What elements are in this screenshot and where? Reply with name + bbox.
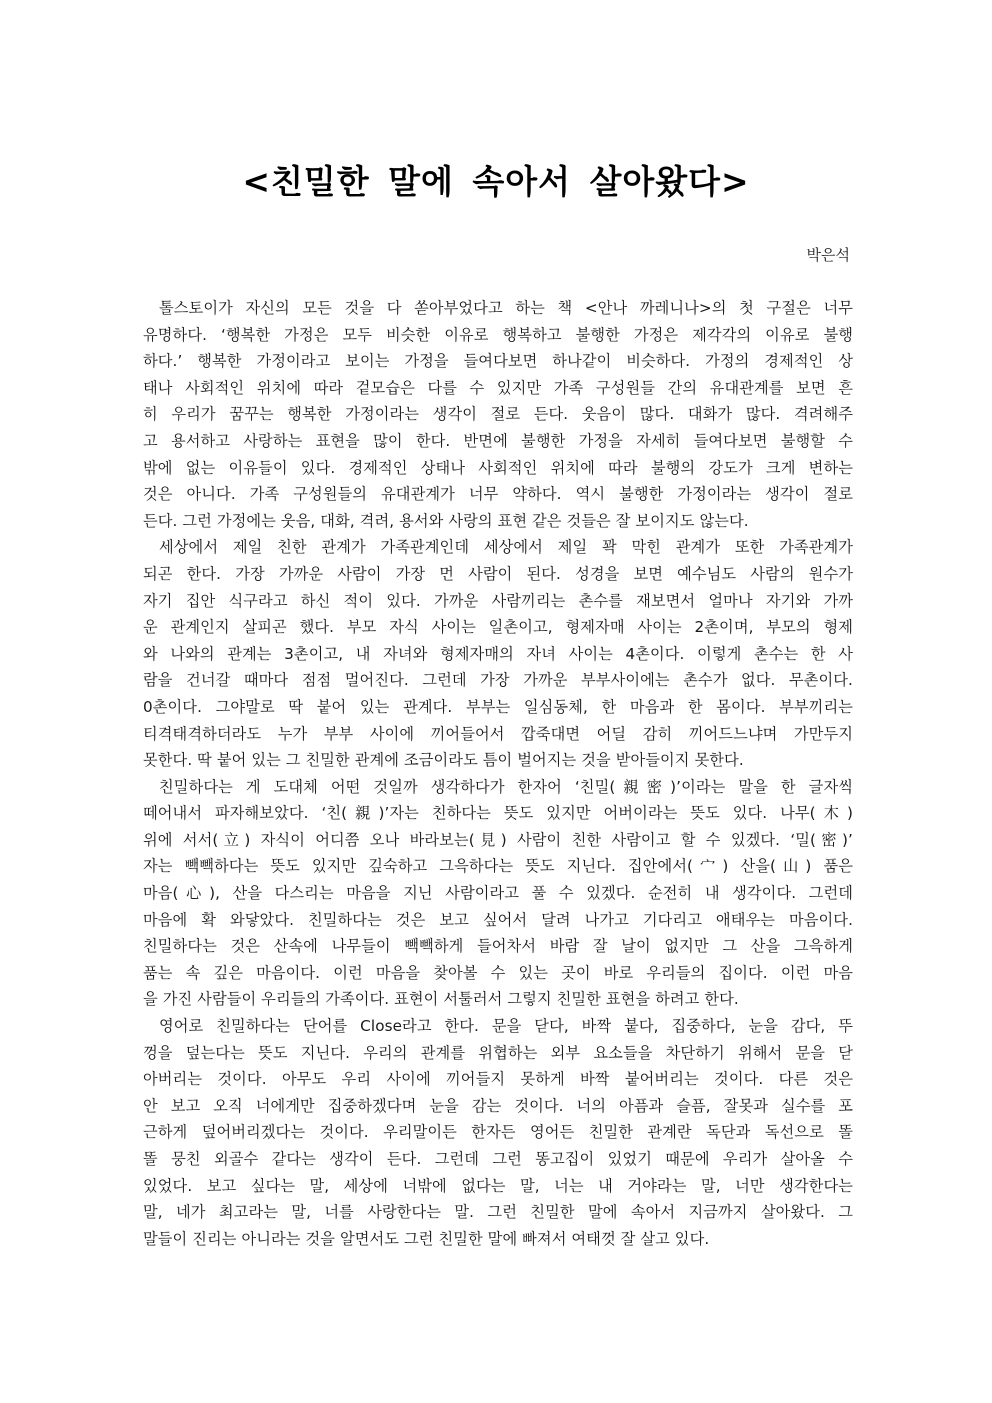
- paragraph-4: [143, 1013, 853, 1252]
- text-line: 고 용서하고 사랑하는 표현을 많이 한다. 반면에 불행한 가정을 자세히 들여다보면 불행할 수: [143, 431, 853, 450]
- text-line: 톨스토이가 자신의 모든 것을 다 쏟아부었다고 하는 책 <안나 까레니나>의 첫 구절은 너무: [159, 299, 853, 317]
- text-line: 근하게 덮어버리겠다는 것이다. 우리말이든 한자든 영어든 친밀한 관계란 독단과 독선으로 똘: [143, 1123, 853, 1142]
- text-line: 안 보고 오직 너에게만 집중하겠다며 눈을 감는 것이다. 너의 아픔과 슬픔, 잘못과 실수를 포: [143, 1096, 853, 1115]
- body-text: [143, 295, 853, 1252]
- text-line: 것은 아니다. 가족 구성원들의 유대관계가 너무 약하다. 역시 불행한 가정이라는 생각이 절로: [143, 485, 853, 504]
- text-line: 떼어내서 파자해보았다. ‘친(親)’자는 친하다는 뜻도 있지만 어버이라는 뜻도 있다. 나무(木): [143, 804, 853, 823]
- text-line: 자는 빽빽하다는 뜻도 있지만 깊숙하고 그윽하다는 뜻도 지닌다. 집안에서(宀) 산을(山) 품은: [143, 857, 853, 876]
- text-line: 말, 네가 최고라는 말, 너를 사랑한다는 말. 그런 친밀한 말에 속아서 지금까지 살아왔다. 그: [143, 1203, 853, 1222]
- document-title: <친밀한 말에 속아서 살아왔다>: [242, 162, 750, 201]
- paragraph-1: [143, 295, 853, 534]
- text-line: 되곤 한다. 가장 가까운 사람이 가장 먼 사람이 된다. 성경을 보면 예수님도 사람의 원수가: [143, 564, 853, 583]
- text-line: 히 우리가 꿈꾸는 행복한 가정이라는 생각이 절로 든다. 웃음이 많다. 대화가 많다. 격려해주: [143, 405, 853, 424]
- text-line: 못한다. 딱 붙어 있는 그 친밀한 관계에 조금이라도 틈이 벌어지는 것을 받아들이지 못한다.: [143, 751, 744, 770]
- text-line: 티격태격하더라도 누가 부부 사이에 끼어들어서 깝죽대면 어딜 감히 끼어드느냐며 가만두지: [143, 724, 853, 743]
- text-line: 위에 서서(立) 자식이 어디쯤 오나 바라보는(見) 사람이 친한 사람이고 할 수 있겠다. ‘밀(密)’: [143, 830, 853, 849]
- author-name: 박은석: [806, 246, 850, 264]
- text-line: 영어로 친밀하다는 단어를 Close라고 한다. 문을 닫다, 바짝 붙다, 집중하다, 눈을 감다, 뚜: [159, 1017, 853, 1036]
- text-line: 와 나와의 관계는 3촌이고, 내 자녀와 형제자매의 자녀 사이는 4촌이다. 이렇게 촌수는 한 사: [143, 644, 853, 663]
- text-line: 말들이 진리는 아니라는 것을 알면서도 그런 친밀한 말에 빠져서 여태껏 잘 살고 있다.: [143, 1229, 710, 1248]
- text-line: 든다. 그런 가정에는 웃음, 대화, 격려, 용서와 사랑의 표현 같은 것들은 잘 보이지도 않는다.: [143, 511, 749, 530]
- text-line: 친밀하다는 게 도대체 어떤 것일까 생각하다가 한자어 ‘친밀(親密)’이라는 말을 한 글자씩: [159, 777, 853, 796]
- text-line: 친밀하다는 것은 산속에 나무들이 빽빽하게 들어차서 바람 잘 날이 없지만 그 산을 그윽하게: [143, 937, 853, 956]
- text-line: 품는 속 깊은 마음이다. 이런 마음을 찾아볼 수 있는 곳이 바로 우리들의 집이다. 이런 마음: [143, 963, 853, 982]
- text-line: 유명하다. ‘행복한 가정은 모두 비슷한 이유로 행복하고 불행한 가정은 제각각의 이유로 불행: [143, 325, 853, 344]
- text-line: 있었다. 보고 싶다는 말, 세상에 너밖에 없다는 말, 너는 내 거야라는 말, 너만 생각한다는: [143, 1176, 853, 1195]
- text-line: 마음에 확 와닿았다. 친밀하다는 것은 보고 싶어서 달려 나가고 기다리고 애태우는 마음이다.: [143, 910, 853, 929]
- text-line: 운 관계인지 살피곤 했다. 부모 자식 사이는 일촌이고, 형제자매 사이는 2촌이며, 부모의 형제: [143, 618, 853, 637]
- text-line: 세상에서 제일 친한 관계가 가족관계인데 세상에서 제일 꽉 막힌 관계가 또한 가족관계가: [159, 538, 853, 557]
- text-line: 아버리는 것이다. 아무도 우리 사이에 끼어들지 못하게 바짝 붙어버리는 것이다. 다른 것은: [143, 1070, 853, 1089]
- text-line: 0촌이다. 그야말로 딱 붙어 있는 관계다. 부부는 일심동체, 한 마음과 한 몸이다. 부부끼리는: [143, 697, 853, 716]
- text-line: 밖에 없는 이유들이 있다. 경제적인 상태나 사회적인 위치에 따라 불행의 강도가 크게 변하는: [143, 458, 853, 477]
- text-line: 자기 집안 식구라고 하신 적이 있다. 가까운 사람끼리는 촌수를 재보면서 얼마나 자기와 가까: [143, 591, 853, 610]
- text-line: 똘 뭉친 외골수 같다는 생각이 든다. 그런데 그런 똥고집이 있었기 때문에 우리가 살아올 수: [143, 1150, 853, 1168]
- text-line: 람을 건너갈 때마다 점점 멀어진다. 그런데 가장 가까운 부부사이에는 촌수가 없다. 무촌이다.: [143, 671, 853, 690]
- paragraph-2: [143, 534, 853, 773]
- text-line: 을 가진 사람들이 우리들의 가족이다. 표현이 서툴러서 그렇지 친밀한 표현을 하려고 한다.: [143, 990, 739, 1009]
- text-line: 하다.’ 행복한 가정이라고 보이는 가정을 들여다보면 하나같이 비슷하다. 가정의 경제적인 상: [143, 352, 853, 371]
- text-line: 껑을 덮는다는 뜻도 지닌다. 우리의 관계를 위협하는 외부 요소들을 차단하기 위해서 문을 닫: [143, 1043, 853, 1062]
- paragraph-3: [143, 774, 853, 1013]
- text-line: 마음(心), 산을 다스리는 마음을 지닌 사람이라고 풀 수 있겠다. 순전히 내 생각이다. 그런데: [143, 884, 853, 903]
- text-line: 태나 사회적인 위치에 따라 겉모습은 다를 수 있지만 가족 구성원들 간의 유대관계를 보면 흔: [143, 378, 853, 397]
